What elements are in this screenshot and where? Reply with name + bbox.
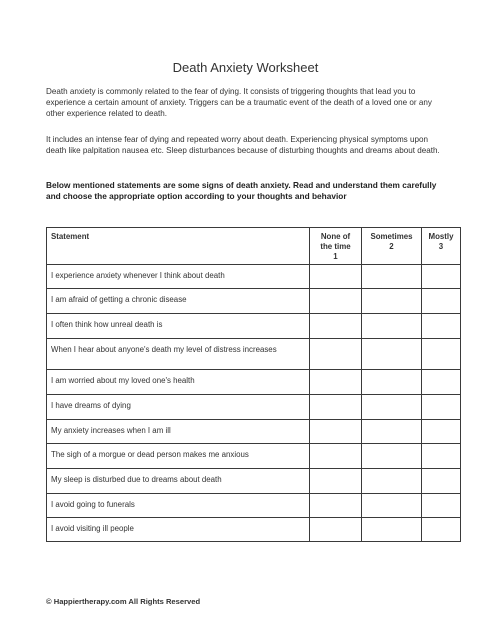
option-sometimes-label: Sometimes — [370, 232, 413, 241]
rating-cell-none[interactable] — [310, 265, 362, 289]
intro-paragraph-1: Death anxiety is commonly related to the fear of dying. It consists of triggering thoughts that lead you to experience a certain amount of anxiety. Triggers can be a traumatic event of the death of a loved one or any other experience related to death. — [46, 87, 432, 119]
statement-cell: When I hear about anyone's death my level of distress increases — [47, 339, 310, 370]
rating-cell-none[interactable] — [310, 289, 362, 314]
rating-cell-mostly[interactable] — [422, 265, 461, 289]
table-row — [47, 444, 461, 469]
page-title: Death Anxiety Worksheet — [172, 60, 319, 75]
rating-cell-sometimes[interactable] — [362, 444, 422, 469]
rating-cell-none[interactable] — [310, 395, 362, 420]
rating-cell-sometimes[interactable] — [362, 420, 422, 444]
statement-cell: I avoid going to funerals — [47, 494, 310, 518]
table-row — [47, 370, 461, 395]
statement-cell: The sigh of a morgue or dead person makes me anxious — [47, 444, 310, 469]
rating-cell-none[interactable] — [310, 494, 362, 518]
table-row — [47, 395, 461, 420]
rating-cell-none[interactable] — [310, 314, 362, 339]
statement-header: Statement — [47, 228, 310, 265]
table-row — [47, 289, 461, 314]
copyright-footer: © Happiertherapy.com All Rights Reserved — [46, 597, 201, 606]
rating-cell-none[interactable] — [310, 444, 362, 469]
option-header-mostly — [422, 228, 461, 265]
table-row — [47, 494, 461, 518]
statement-cell: My sleep is disturbed due to dreams about death — [47, 469, 310, 494]
table-header-row — [47, 228, 461, 265]
rating-cell-mostly[interactable] — [422, 314, 461, 339]
rating-cell-sometimes[interactable] — [362, 314, 422, 339]
table-row — [47, 339, 461, 370]
rating-cell-sometimes[interactable] — [362, 395, 422, 420]
statement-cell: I experience anxiety whenever I think about death — [47, 265, 310, 289]
option-none-label: None of the time — [320, 232, 351, 251]
rating-cell-none[interactable] — [310, 518, 362, 542]
rating-table — [46, 227, 461, 542]
table-row — [47, 265, 461, 289]
rating-cell-sometimes[interactable] — [362, 494, 422, 518]
rating-cell-none[interactable] — [310, 420, 362, 444]
option-mostly-value: 3 — [438, 242, 444, 251]
statement-cell: I have dreams of dying — [47, 395, 310, 420]
rating-cell-mostly[interactable] — [422, 420, 461, 444]
rating-cell-sometimes[interactable] — [362, 469, 422, 494]
rating-cell-mostly[interactable] — [422, 518, 461, 542]
statement-cell: I am afraid of getting a chronic disease — [47, 289, 310, 314]
instructions-text: Below mentioned statements are some signs of death anxiety. Read and understand them carefully and choose the appropriate option according to your thoughts and behavior — [46, 180, 437, 202]
option-header-sometimes — [362, 228, 422, 265]
rating-cell-mostly[interactable] — [422, 289, 461, 314]
rating-cell-mostly[interactable] — [422, 370, 461, 395]
table-row — [47, 420, 461, 444]
rating-cell-sometimes[interactable] — [362, 265, 422, 289]
rating-cell-none[interactable] — [310, 469, 362, 494]
option-mostly-label: Mostly — [428, 232, 454, 241]
rating-cell-mostly[interactable] — [422, 339, 461, 370]
table-row — [47, 314, 461, 339]
table-row — [47, 518, 461, 542]
statement-cell: I often think how unreal death is — [47, 314, 310, 339]
rating-cell-mostly[interactable] — [422, 469, 461, 494]
rating-cell-sometimes[interactable] — [362, 339, 422, 370]
rating-cell-sometimes[interactable] — [362, 518, 422, 542]
rating-cell-mostly[interactable] — [422, 494, 461, 518]
statement-cell: My anxiety increases when I am ill — [47, 420, 310, 444]
rating-cell-none[interactable] — [310, 370, 362, 395]
intro-paragraph-2: It includes an intense fear of dying and repeated worry about death. Experiencing physical symptoms upon death like palpitation nausea etc. Sleep disturbances because of disturbing thoughts and dreams about death. — [46, 135, 440, 156]
table-row — [47, 469, 461, 494]
rating-cell-none[interactable] — [310, 339, 362, 370]
option-none-value: 1 — [333, 252, 338, 261]
rating-cell-sometimes[interactable] — [362, 370, 422, 395]
statement-cell: I am worried about my loved one's health — [47, 370, 310, 395]
statement-cell: I avoid visiting ill people — [47, 518, 310, 542]
option-header-none — [310, 228, 362, 265]
option-sometimes-value: 2 — [389, 242, 394, 251]
rating-cell-mostly[interactable] — [422, 444, 461, 469]
rating-cell-mostly[interactable] — [422, 395, 461, 420]
rating-cell-sometimes[interactable] — [362, 289, 422, 314]
